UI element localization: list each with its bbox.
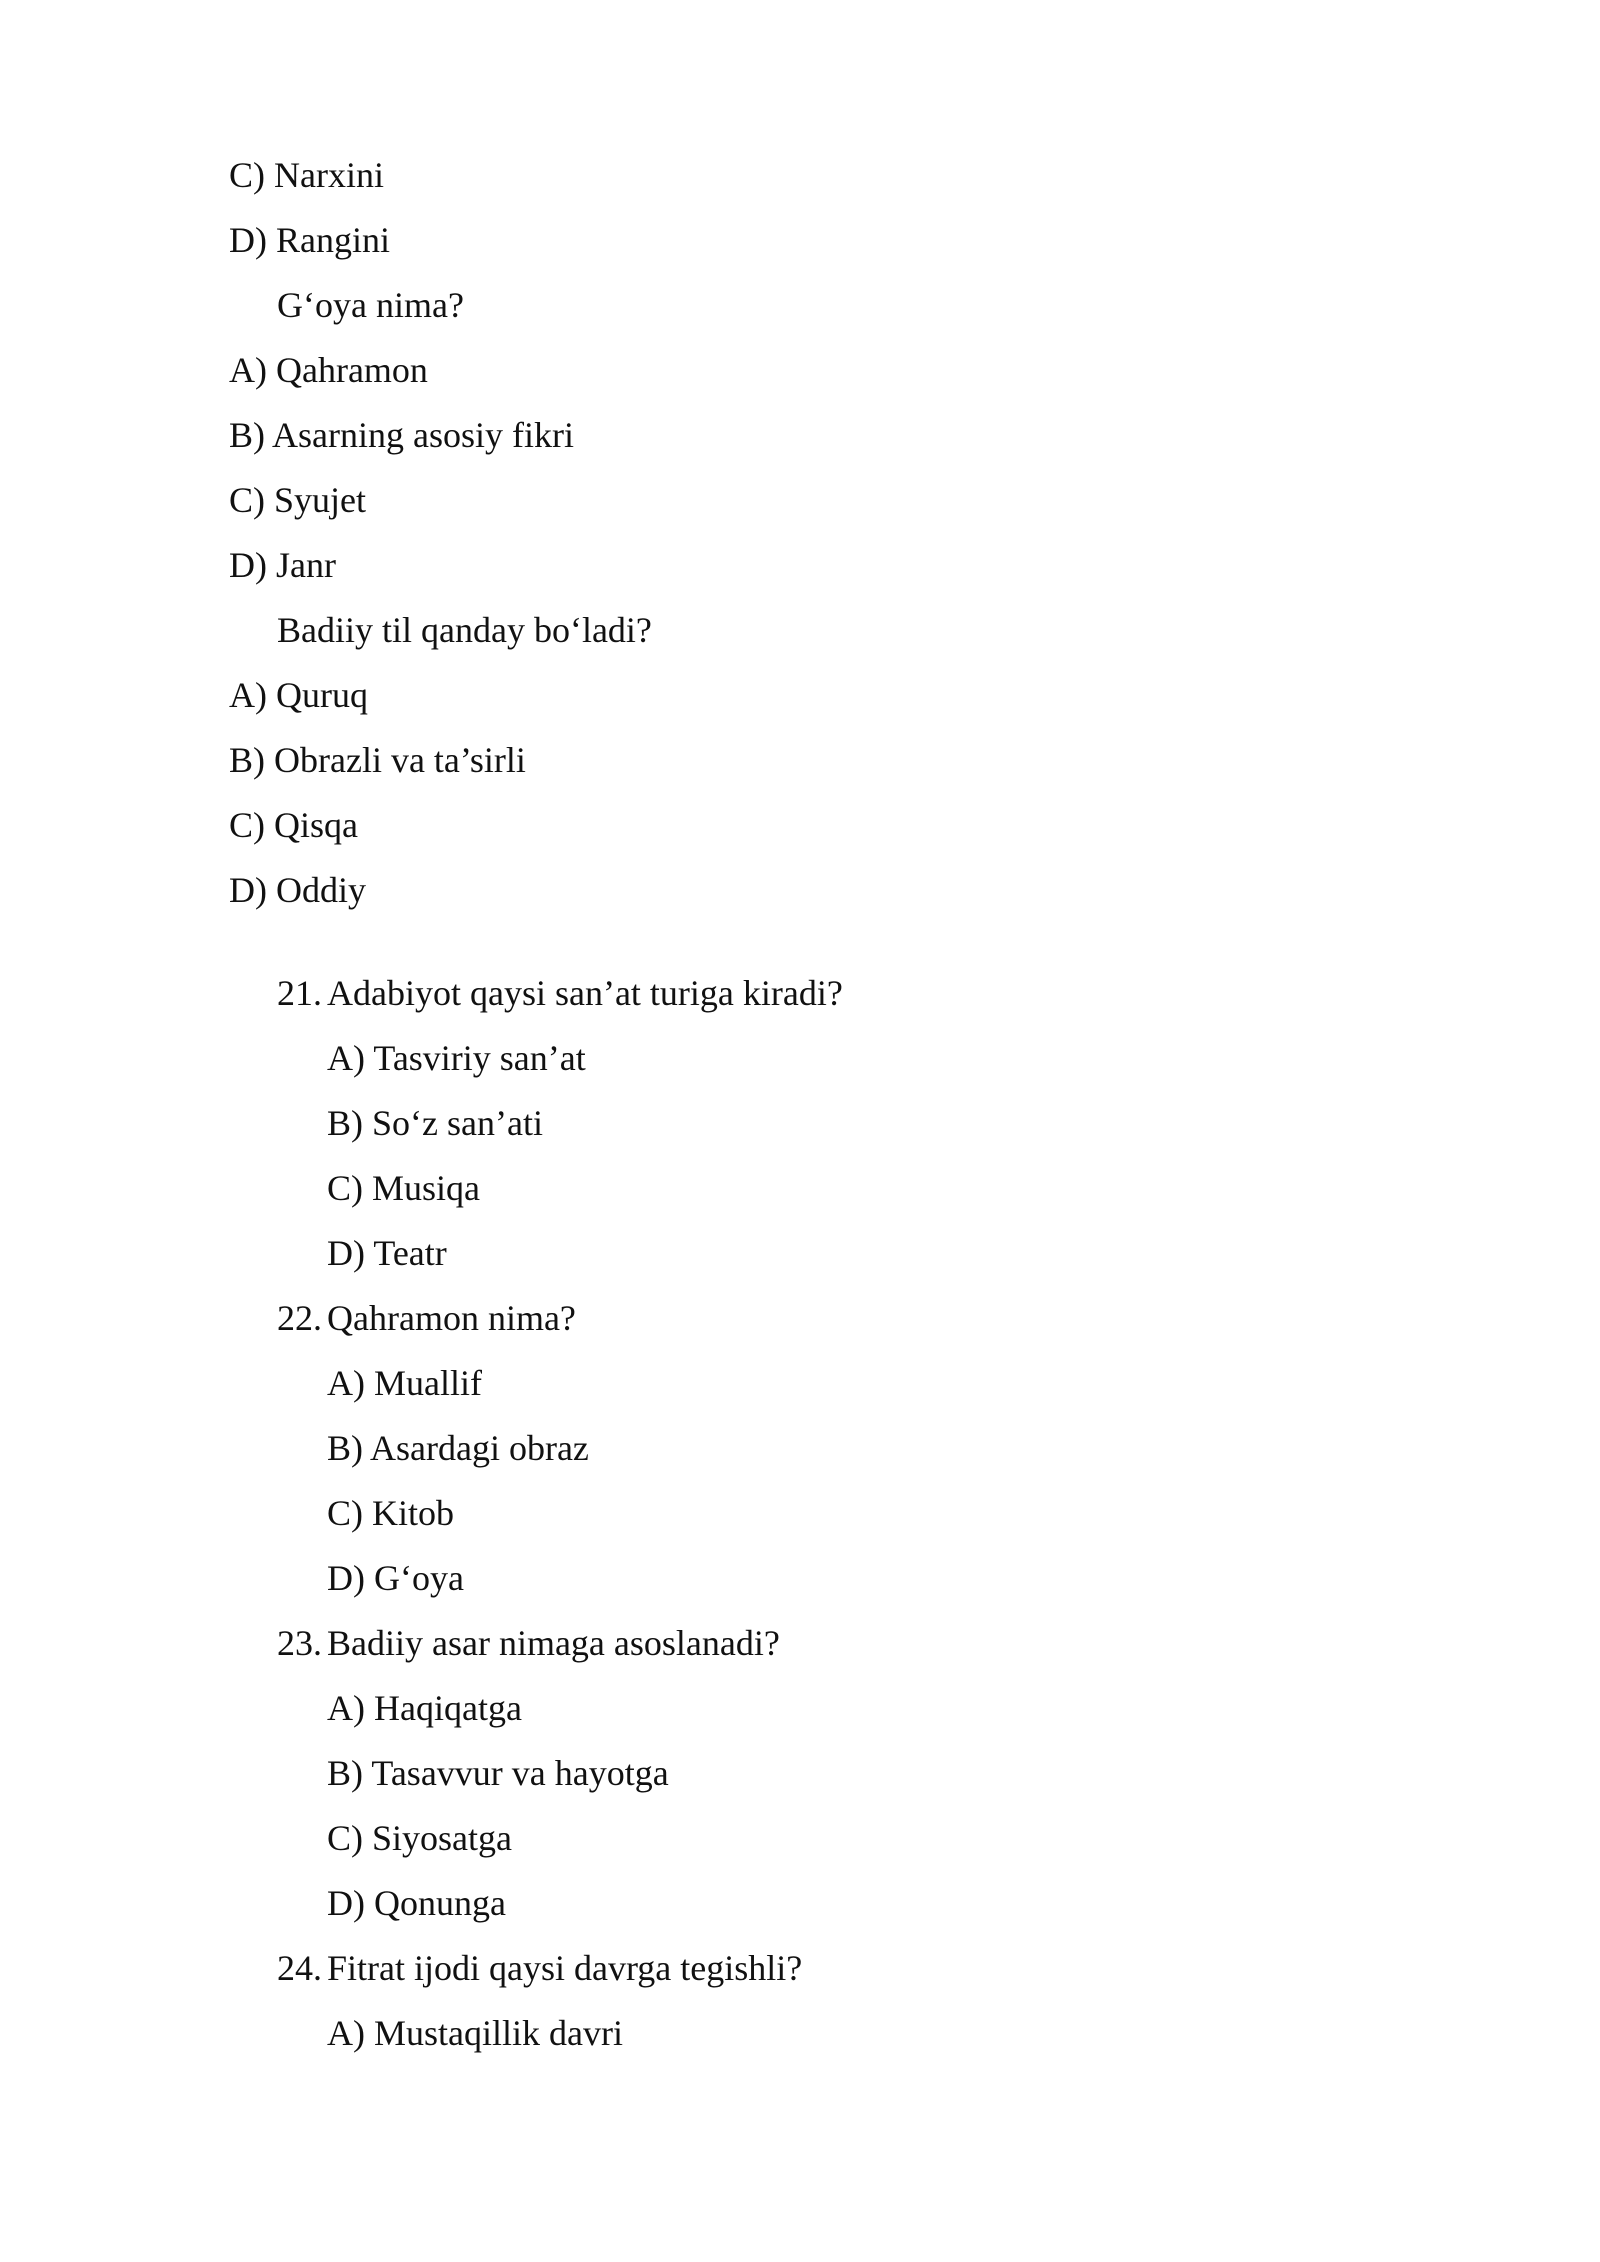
question-text: Adabiyot qaysi san’at turiga kiradi? — [327, 973, 843, 1013]
option-c: C) Syujet — [229, 480, 367, 520]
question-text: G‘oya nima? — [277, 285, 464, 325]
option-a: A) Muallif — [327, 1363, 482, 1403]
option-c: C) Qisqa — [229, 805, 358, 845]
question-24 — [277, 1946, 802, 1990]
question-22 — [277, 1296, 576, 1340]
question-text: Badiiy asar nimaga asoslanadi? — [327, 1623, 780, 1663]
question-text: Badiiy til qanday bo‘ladi? — [277, 610, 652, 650]
option-b: B) Asarning asosiy fikri — [229, 415, 574, 455]
option-d: D) Qonunga — [327, 1883, 506, 1923]
question-text: Qahramon nima? — [327, 1298, 576, 1338]
option-c: C) Musiqa — [327, 1168, 480, 1208]
option-a: A) Qahramon — [229, 350, 428, 390]
option-b: B) Asardagi obraz — [327, 1428, 589, 1468]
option-c: C) Narxini — [229, 155, 384, 195]
option-b: B) Obrazli va ta’sirli — [229, 740, 526, 780]
question-number: 23. — [277, 1623, 322, 1663]
option-d: D) G‘oya — [327, 1558, 464, 1598]
question-number: 24. — [277, 1948, 322, 1988]
option-d: D) Oddiy — [229, 870, 366, 910]
option-d: D) Rangini — [229, 220, 390, 260]
option-b: B) So‘z san’ati — [327, 1103, 543, 1143]
option-c: C) Kitob — [327, 1493, 455, 1533]
option-a: A) Quruq — [229, 675, 368, 715]
question-21 — [277, 971, 843, 1015]
option-a: A) Mustaqillik davri — [327, 2013, 623, 2053]
option-a: A) Tasviriy san’at — [327, 1038, 586, 1078]
option-d: D) Janr — [229, 545, 336, 585]
question-23 — [277, 1621, 780, 1665]
question-number: 22. — [277, 1298, 322, 1338]
question-number: 21. — [277, 973, 322, 1013]
question-text: Fitrat ijodi qaysi davrga tegishli? — [327, 1948, 803, 1988]
option-d: D) Teatr — [327, 1233, 447, 1273]
option-c: C) Siyosatga — [327, 1818, 512, 1858]
option-b: B) Tasavvur va hayotga — [327, 1753, 669, 1793]
option-a: A) Haqiqatga — [327, 1688, 522, 1728]
